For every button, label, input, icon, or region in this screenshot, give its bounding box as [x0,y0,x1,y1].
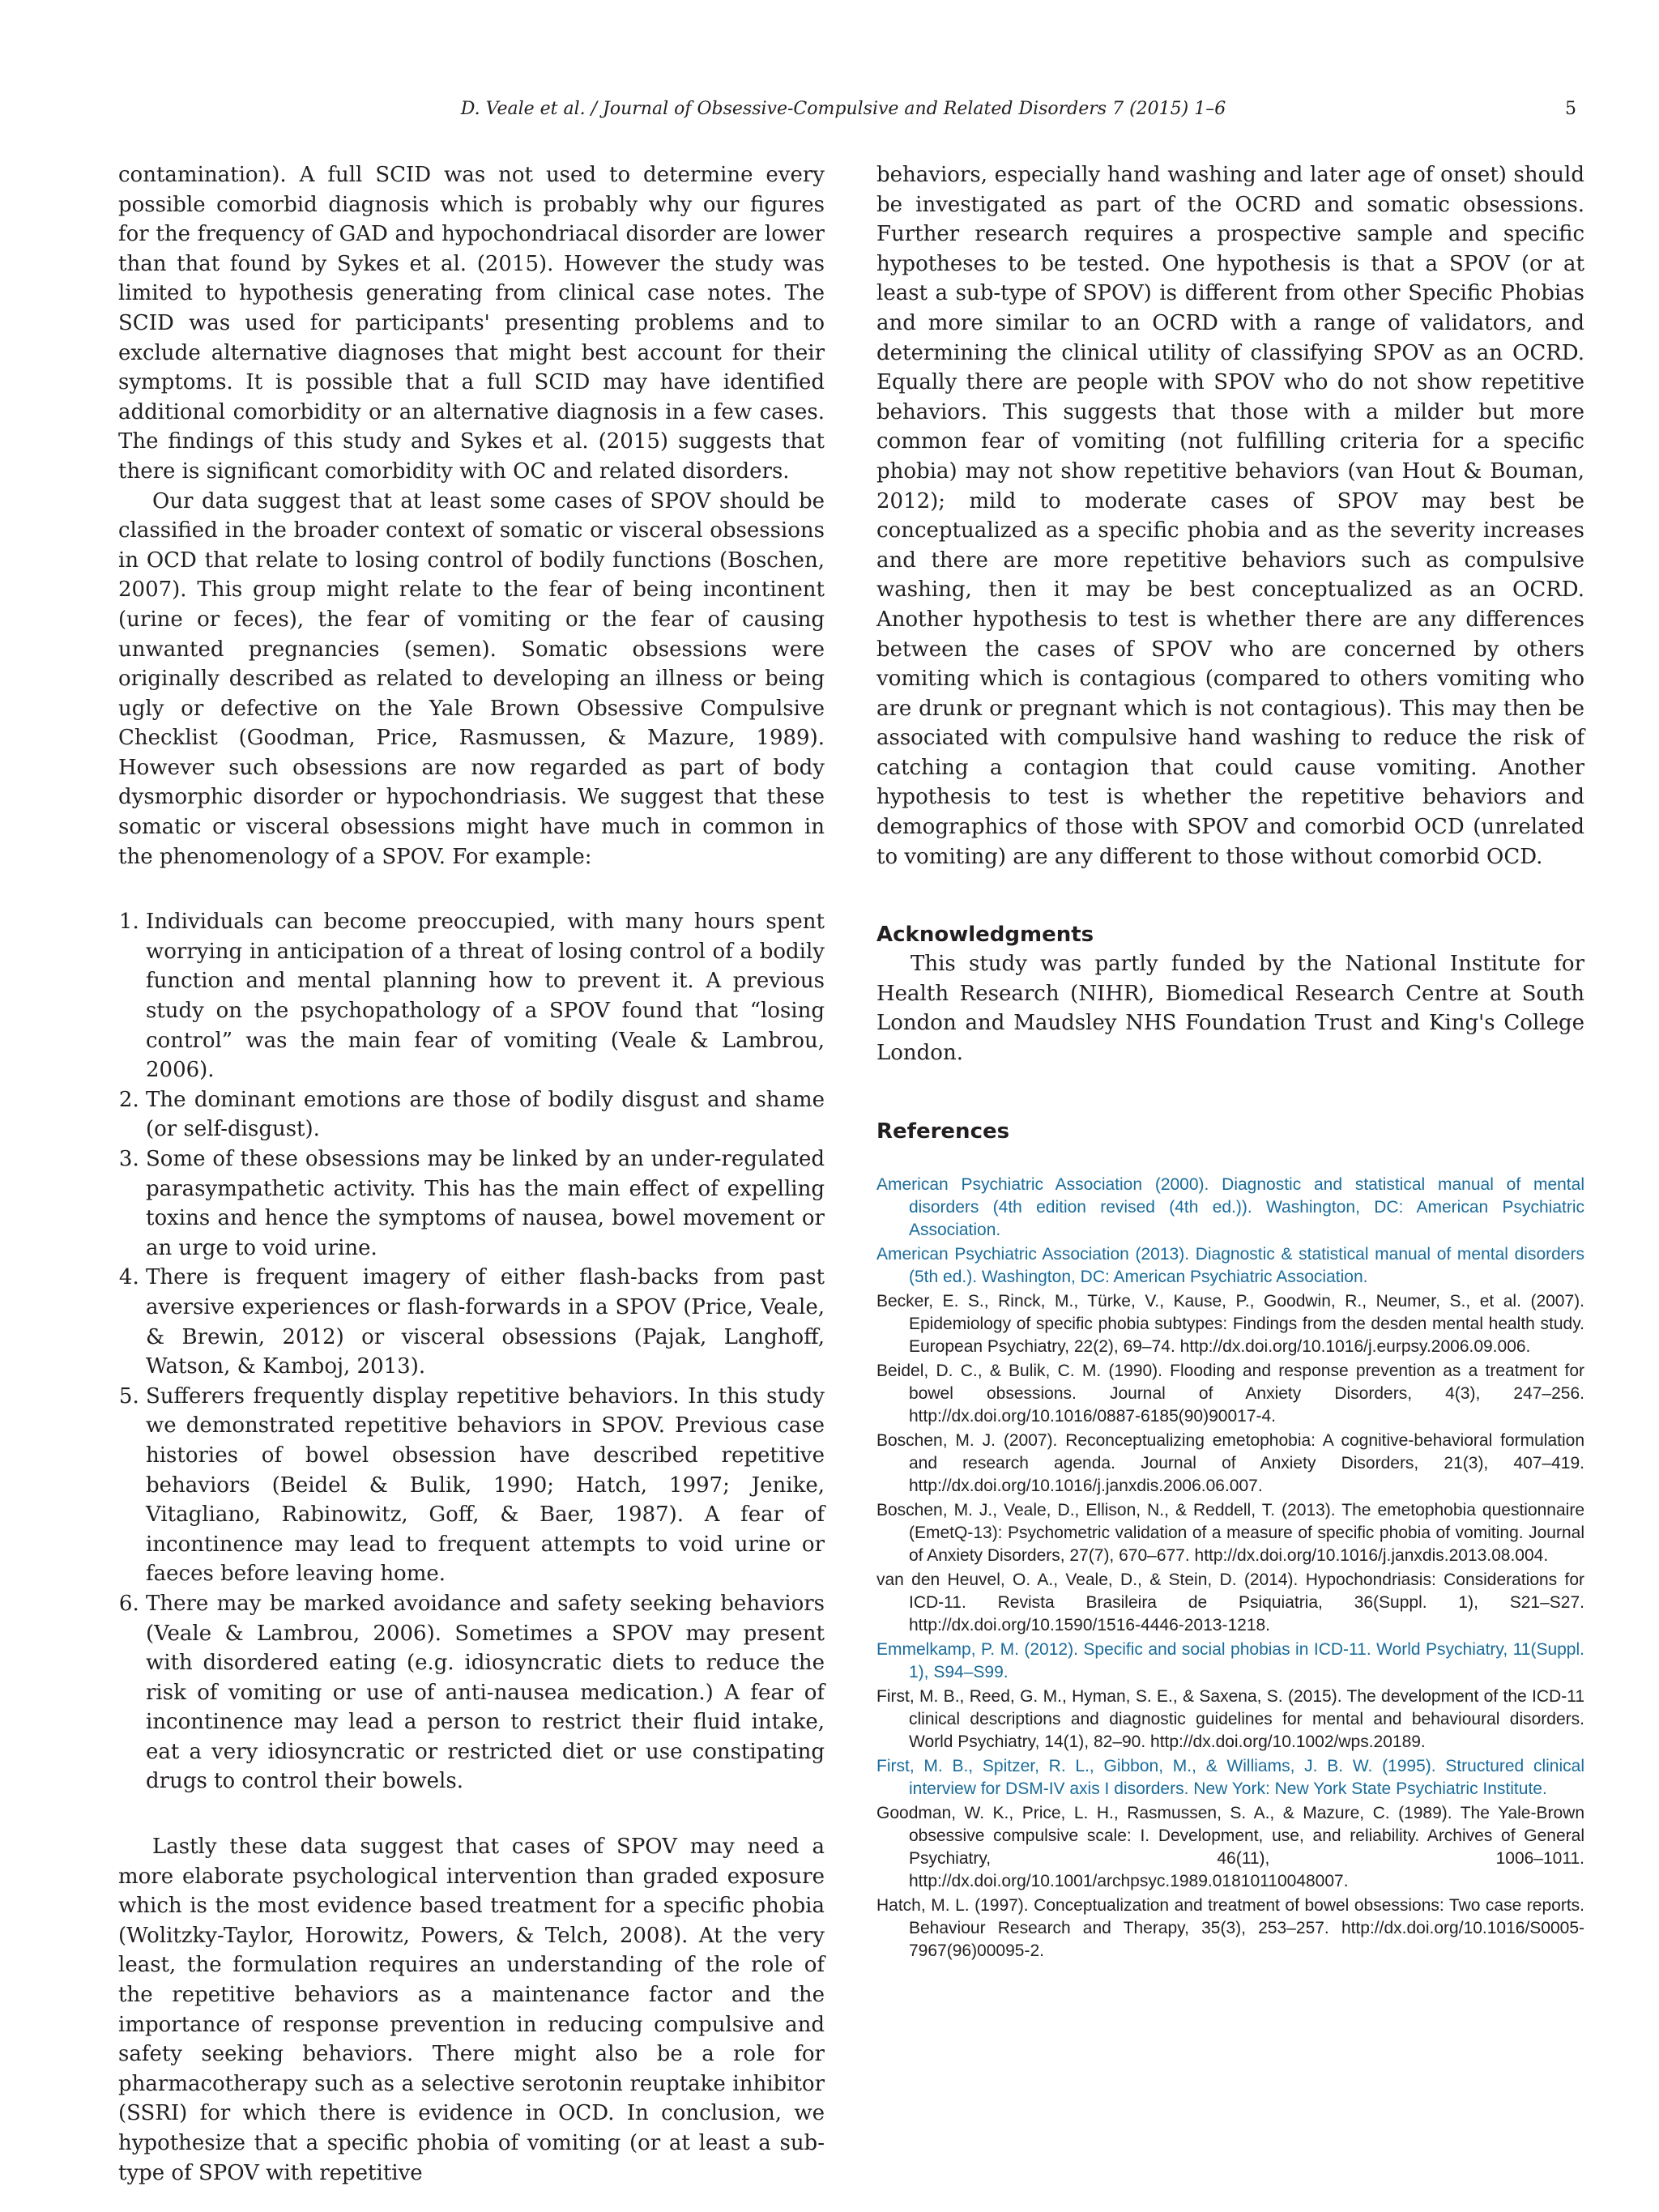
running-head: D. Veale et al. / Journal of Obsessive-Compulsive and Related Disorders 7 (2015) 1–6 [460,99,1226,119]
list-item: 4. There is frequent imagery of either flash-backs from past aversive experiences or flash-forwards in a SPOV (Price, Veale, & Brewin, 2012) or visceral obsessions (Pajak, Langhoff, Watson, & Kamboj, 2013). [146,1263,825,1381]
numbered-list [118,907,825,1796]
reference-item: Boschen, M. J., Veale, D., Ellison, N., & Reddell, T. (2013). The emetophobia questionnaire (EmetQ-13): Psychometric validation of a measure of specific phobia of vomiting. Journal of Anxiety Disorders, 27(7), 670–677. http://dx.doi.org/10.1016/j.janxdis.2013.08.004. [876,1500,1584,1565]
left-column [118,160,825,2188]
right-column [876,160,1584,1964]
reference-item[interactable]: American Psychiatric Association (2000). Diagnostic and statistical manual of mental disorders (4th edition revised (4th ed.)). Washington, DC: American Psychiatric Association. [876,1174,1584,1239]
reference-item: Boschen, M. J. (2007). Reconceptualizing emetophobia: A cognitive-behavioral formulation and research agenda. Journal of Anxiety Disorders, 21(3), 407–419. http://dx.doi.org/10.1016/j.janxdis.2006.06.007. [876,1430,1584,1495]
reference-item: Beidel, D. C., & Bulik, C. M. (1990). Flooding and response prevention as a treatment for bowel obsessions. Journal of Anxiety Disorders, 4(3), 247–256. http://dx.doi.org/10.1016/0887-6185(90)90017-4. [876,1361,1584,1426]
reference-item: First, M. B., Reed, G. M., Hyman, S. E., & Saxena, S. (2015). The development of the ICD-11 clinical descriptions and diagnostic guidelines for mental and behavioural disorders. World Psychiatry, 14(1), 82–90. http://dx.doi.org/10.1002/wps.20189. [876,1686,1584,1751]
paragraph: Our data suggest that at least some cases of SPOV should be classified in the broader context of somatic or visceral obsessions in OCD that relate to losing control of bodily functions (Boschen, 2007). This group might relate to the fear of being incontinent (urine or feces), the fear of vomiting or the fear of causing unwanted pregnancies (semen). Somatic obsessions were originally described as related to developing an illness or being ugly or defective on the Yale Brown Obsessive Compulsive Checklist (Goodman, Price, Rasmussen, & Mazure, 1989). However such obsessions are now regarded as part of body dysmorphic disorder or hypochondriasis. We suggest that these somatic or visceral obsessions might have much in common in the phenomenology of a SPOV. For example: [118,488,825,869]
paragraph: contamination). A full SCID was not used to determine every possible comorbid diagnosis which is probably why our figures for the frequency of GAD and hypochondriacal disorder are lower than that found by Sykes et al. (2015). However the study was limited to hypothesis generating from clinical case notes. The SCID was used for participants' presenting problems and to exclude alternative diagnoses that might best account for their symptoms. It is possible that a full SCID may have identified additional comorbidity or an alternative diagnosis in a few cases. The findings of this study and Sykes et al. (2015) suggests that there is significant comorbidity with OC and related disorders. [118,163,825,484]
reference-item: Hatch, M. L. (1997). Conceptualization and treatment of bowel obsessions: Two case reports. Behaviour Research and Therapy, 35(3), 253–257. http://dx.doi.org/10.1016/S0005-7967(96)00095-2. [876,1895,1584,1960]
paragraph: behaviors, especially hand washing and later age of onset) should be investigated as part of the OCRD and somatic obsessions. Further research requires a prospective sample and specific hypotheses to be tested. One hypothesis is that a SPOV (or at least a sub-type of SPOV) is different from other Specific Phobias and more similar to an OCRD with a range of validators, and determining the clinical utility of classifying SPOV as an OCRD. Equally there are people with SPOV who do not show repetitive behaviors. This suggests that those with a milder but more common fear of vomiting (not fulfilling criteria for a specific phobia) may not show repetitive behaviors (van Hout & Bouman, 2012); mild to moderate cases of SPOV may best be conceptualized as a specific phobia and as the severity increases and there are more repetitive behaviors such as compulsive washing, then it may be best conceptualized as an OCRD. Another hypothesis to test is whether there are any differences between the cases of SPOV who are concerned by others vomiting which is contagious (compared to others vomiting who are drunk or pregnant which is not contagious). This may then be associated with compulsive hand washing to reduce the risk of catching a contagion that could cause vomiting. Another hypothesis to test is whether the repetitive behaviors and demographics of those with SPOV and comorbid OCD (unrelated to vomiting) are any different to those without comorbid OCD. [876,163,1584,869]
list-item: 6. There may be marked avoidance and safety seeking behaviors (Veale & Lambrou, 2006). Sometimes a SPOV may present with disordered eating (e.g. idiosyncratic diets to reduce the risk of vomiting or use of anti-nausea medication.) A fear of incontinence may lead a person to restrict their fluid intake, eat a very idiosyncratic or restricted diet or use constipating drugs to control their bowels. [146,1589,825,1796]
list-item: 2. The dominant emotions are those of bodily disgust and shame (or self-disgust). [146,1085,825,1144]
reference-item: Becker, E. S., Rinck, M., Türke, V., Kause, P., Goodwin, R., Neumer, S., et al. (2007). Epidemiology of specific phobia subtypes: Findings from the desden mental health study. European Psychiatry, 22(2), 69–74. http://dx.doi.org/10.1016/j.eurpsy.2006.09.006. [876,1291,1584,1356]
list-item: 5. Sufferers frequently display repetitive behaviors. In this study we demonstrated repetitive behaviors in SPOV. Previous case histories of bowel obsession have described repetitive behaviors (Beidel & Bulik, 1990; Hatch, 1997; Jenike, Vitagliano, Rabinowitz, Goff, & Baer, 1987). A fear of incontinence may lead to frequent attempts to void urine or faeces before leaving home. [146,1382,825,1589]
list-item: 1. Individuals can become preoccupied, with many hours spent worrying in anticipation of a threat of losing control of a bodily function and mental planning how to prevent it. A previous study on the psychopathology of a SPOV found that “losing control” was the main fear of vomiting (Veale & Lambrou, 2006). [146,907,825,1085]
reference-item[interactable]: American Psychiatric Association (2013). Diagnostic & statistical manual of mental disorders (5th ed.). Washington, DC: American Psychiatric Association. [876,1244,1584,1286]
reference-item: Goodman, W. K., Price, L. H., Rasmussen, S. A., & Mazure, C. (1989). The Yale-Brown obsessive compulsive scale: I. Development, use, and reliability. Archives of General Psychiatry, 46(11), 1006–1011. http://dx.doi.org/10.1001/archpsyc.1989.01810110048007. [876,1803,1584,1890]
acknowledgments-heading: Acknowledgments [876,923,1094,948]
paragraph: Lastly these data suggest that cases of SPOV may need a more elaborate psychological intervention than graded exposure which is the most evidence based treatment for a specific phobia (Wolitzky-Taylor, Horowitz, Powers, & Telch, 2008). At the very least, the formulation requires an understanding of the role of the repetitive behaviors as a maintenance factor and the importance of response prevention in reducing compulsive and safety seeking behaviors. There might also be a role for pharmacotherapy such as a selective serotonin reuptake inhibitor (SSRI) for which there is evidence in OCD. In conclusion, we hypothesize that a specific phobia of vomiting (or at least a sub-type of SPOV with repetitive [118,1835,825,2185]
list-item: 3. Some of these obsessions may be linked by an under-regulated parasympathetic activity. This has the main effect of expelling toxins and hence the symptoms of nausea, bowel movement or an urge to void urine. [146,1144,825,1263]
reference-item: van den Heuvel, O. A., Veale, D., & Stein, D. (2014). Hypochondriasis: Considerations for ICD-11. Revista Brasileira de Psiquiatria, 36(Suppl. 1), S21–S27. http://dx.doi.org/10.1590/1516-4446-2013-1218. [876,1570,1584,1634]
acknowledgments-text: This study was partly funded by the National Institute for Health Research (NIHR), Biomedical Research Centre at South London and Maudsley NHS Foundation Trust and King's College London. [876,952,1584,1066]
references-heading: References [876,1119,1010,1144]
reference-item[interactable]: First, M. B., Spitzer, R. L., Gibbon, M., & Williams, J. B. W. (1995). Structured clinical interview for DSM-IV axis I disorders. New York: New York State Psychiatric Institute. [876,1756,1584,1798]
reference-list [876,1174,1584,1963]
page-number: 5 [1565,99,1576,119]
reference-item[interactable]: Emmelkamp, P. M. (2012). Specific and social phobias in ICD-11. World Psychiatry, 11(Suppl. 1), S94–S99. [876,1639,1584,1681]
